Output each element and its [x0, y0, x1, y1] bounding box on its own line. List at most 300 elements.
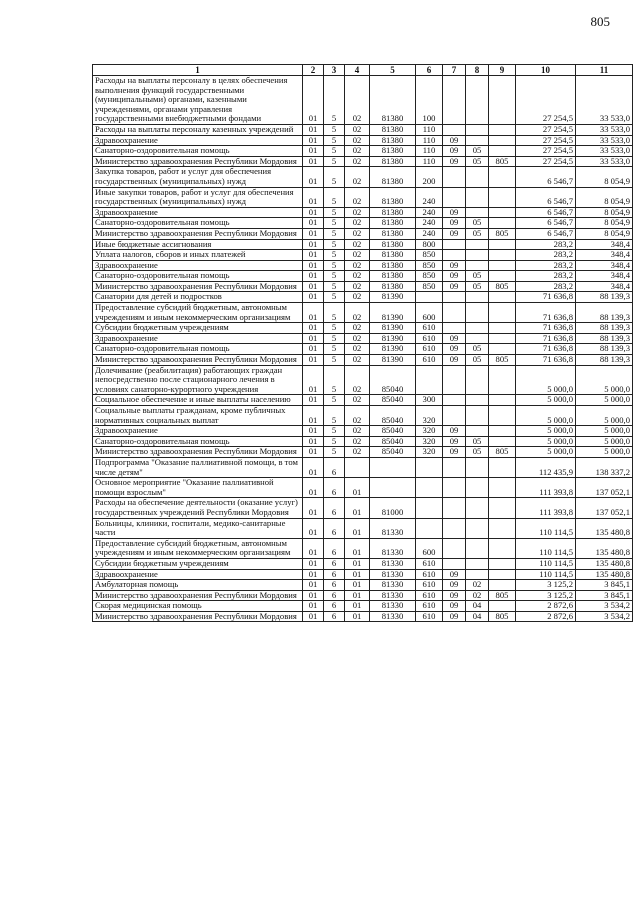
cell-c3: 5	[324, 187, 345, 207]
cell-c3: 5	[324, 239, 345, 250]
table-row	[93, 611, 633, 622]
cell-c8: 04	[466, 601, 489, 612]
cell-c10: 71 636,8	[516, 303, 576, 323]
cell-c9	[489, 187, 516, 207]
cell-c3: 5	[324, 156, 345, 167]
cell-c7	[443, 478, 466, 498]
cell-c2: 01	[303, 292, 324, 303]
cell-c5: 81390	[370, 344, 416, 355]
cell-c7: 09	[443, 260, 466, 271]
cell-c4: 01	[345, 498, 370, 518]
cell-c6: 320	[416, 426, 443, 437]
table-row	[93, 601, 633, 612]
cell-c5: 81380	[370, 187, 416, 207]
cell-c6: 850	[416, 271, 443, 282]
row-name-cell: Уплата налогов, сборов и иных платежей	[93, 250, 303, 261]
cell-c5: 81000	[370, 498, 416, 518]
cell-c11: 8 054,9	[576, 228, 633, 239]
cell-c9	[489, 457, 516, 477]
cell-c4: 01	[345, 569, 370, 580]
table-row	[93, 538, 633, 558]
cell-c2: 01	[303, 156, 324, 167]
table-row	[93, 590, 633, 601]
cell-c4: 02	[345, 167, 370, 187]
cell-c7: 09	[443, 601, 466, 612]
cell-c10: 110 114,5	[516, 558, 576, 569]
cell-c4: 02	[345, 426, 370, 437]
cell-c2: 01	[303, 611, 324, 622]
cell-c4: 01	[345, 478, 370, 498]
cell-c5: 85040	[370, 436, 416, 447]
cell-c8	[466, 260, 489, 271]
cell-c7	[443, 365, 466, 395]
table-row	[93, 395, 633, 406]
cell-c6: 610	[416, 611, 443, 622]
cell-c3: 5	[324, 207, 345, 218]
cell-c3: 6	[324, 538, 345, 558]
cell-c8	[466, 323, 489, 334]
cell-c8: 05	[466, 271, 489, 282]
row-name-cell: Иные закупки товаров, работ и услуг для обеспечения государственных (муниципальных) нужд	[93, 187, 303, 207]
row-name-cell: Санатории для детей и подростков	[93, 292, 303, 303]
row-name-cell: Санаторно-оздоровительная помощь	[93, 218, 303, 229]
cell-c3: 6	[324, 478, 345, 498]
table-row	[93, 323, 633, 334]
cell-c2: 01	[303, 518, 324, 538]
cell-c2: 01	[303, 124, 324, 135]
cell-c10: 283,2	[516, 271, 576, 282]
header-cell: 5	[370, 65, 416, 76]
cell-c5: 81380	[370, 124, 416, 135]
cell-c4: 02	[345, 447, 370, 458]
cell-c7	[443, 323, 466, 334]
table-row	[93, 478, 633, 498]
cell-c4: 01	[345, 518, 370, 538]
cell-c6: 110	[416, 135, 443, 146]
table-row	[93, 228, 633, 239]
cell-c3: 5	[324, 303, 345, 323]
cell-c4: 01	[345, 590, 370, 601]
cell-c2: 01	[303, 135, 324, 146]
cell-c7	[443, 558, 466, 569]
cell-c7: 09	[443, 447, 466, 458]
cell-c7	[443, 406, 466, 426]
cell-c4: 02	[345, 271, 370, 282]
cell-c6: 610	[416, 355, 443, 366]
cell-c2: 01	[303, 239, 324, 250]
cell-c11: 348,4	[576, 271, 633, 282]
row-name-cell: Основное мероприятие "Оказание паллиативной помощи взрослым"	[93, 478, 303, 498]
cell-c8: 05	[466, 156, 489, 167]
cell-c10: 6 546,7	[516, 167, 576, 187]
table-row	[93, 250, 633, 261]
cell-c6: 800	[416, 239, 443, 250]
table-body	[93, 76, 633, 622]
page-number: 805	[590, 14, 610, 29]
cell-c10: 111 393,8	[516, 498, 576, 518]
row-name-cell: Субсидии бюджетным учреждениям	[93, 323, 303, 334]
cell-c10: 6 546,7	[516, 187, 576, 207]
row-name-cell: Министерство здравоохранения Республики Мордовия	[93, 156, 303, 167]
row-name-cell: Субсидии бюджетным учреждениям	[93, 558, 303, 569]
cell-c4: 02	[345, 365, 370, 395]
cell-c10: 27 254,5	[516, 146, 576, 157]
table-row	[93, 281, 633, 292]
cell-c10: 283,2	[516, 239, 576, 250]
cell-c10: 283,2	[516, 250, 576, 261]
table-row	[93, 333, 633, 344]
cell-c9: 805	[489, 228, 516, 239]
cell-c7: 09	[443, 333, 466, 344]
cell-c5: 81330	[370, 590, 416, 601]
cell-c11: 137 052,1	[576, 498, 633, 518]
cell-c10: 5 000,0	[516, 365, 576, 395]
cell-c6: 240	[416, 218, 443, 229]
cell-c10: 71 636,8	[516, 355, 576, 366]
cell-c11: 348,4	[576, 250, 633, 261]
cell-c11: 5 000,0	[576, 447, 633, 458]
cell-c3: 5	[324, 447, 345, 458]
cell-c9	[489, 601, 516, 612]
cell-c5: 81380	[370, 271, 416, 282]
cell-c6: 850	[416, 260, 443, 271]
row-name-cell: Здравоохранение	[93, 333, 303, 344]
cell-c6: 610	[416, 558, 443, 569]
header-cell: 4	[345, 65, 370, 76]
cell-c6: 610	[416, 323, 443, 334]
cell-c6: 100	[416, 76, 443, 125]
cell-c10: 71 636,8	[516, 323, 576, 334]
row-name-cell: Здравоохранение	[93, 207, 303, 218]
cell-c5: 81380	[370, 228, 416, 239]
header-cell: 3	[324, 65, 345, 76]
cell-c5: 81330	[370, 580, 416, 591]
header-cell: 10	[516, 65, 576, 76]
cell-c10: 27 254,5	[516, 124, 576, 135]
cell-c8	[466, 478, 489, 498]
cell-c10: 5 000,0	[516, 406, 576, 426]
cell-c7	[443, 303, 466, 323]
cell-c5: 81390	[370, 355, 416, 366]
row-name-cell: Здравоохранение	[93, 260, 303, 271]
cell-c11: 33 533,0	[576, 76, 633, 125]
cell-c8	[466, 124, 489, 135]
cell-c3: 5	[324, 228, 345, 239]
cell-c7: 09	[443, 135, 466, 146]
cell-c8	[466, 135, 489, 146]
cell-c9	[489, 344, 516, 355]
cell-c2: 01	[303, 601, 324, 612]
cell-c3: 5	[324, 406, 345, 426]
cell-c8: 02	[466, 590, 489, 601]
cell-c11: 135 480,8	[576, 538, 633, 558]
cell-c10: 2 872,6	[516, 611, 576, 622]
cell-c9	[489, 498, 516, 518]
row-name-cell: Здравоохранение	[93, 569, 303, 580]
cell-c10: 2 872,6	[516, 601, 576, 612]
cell-c8	[466, 333, 489, 344]
header-cell: 8	[466, 65, 489, 76]
cell-c8	[466, 207, 489, 218]
cell-c9	[489, 518, 516, 538]
cell-c4: 02	[345, 355, 370, 366]
cell-c7	[443, 395, 466, 406]
cell-c11: 5 000,0	[576, 365, 633, 395]
cell-c11: 88 139,3	[576, 355, 633, 366]
cell-c9	[489, 271, 516, 282]
cell-c2: 01	[303, 333, 324, 344]
cell-c7: 09	[443, 281, 466, 292]
cell-c8	[466, 426, 489, 437]
cell-c11: 33 533,0	[576, 135, 633, 146]
cell-c7: 09	[443, 611, 466, 622]
cell-c9	[489, 569, 516, 580]
cell-c11: 33 533,0	[576, 146, 633, 157]
cell-c11: 135 480,8	[576, 558, 633, 569]
cell-c7	[443, 239, 466, 250]
cell-c9	[489, 239, 516, 250]
cell-c7: 09	[443, 228, 466, 239]
cell-c3: 5	[324, 146, 345, 157]
cell-c3: 5	[324, 281, 345, 292]
cell-c2: 01	[303, 436, 324, 447]
cell-c9: 805	[489, 611, 516, 622]
cell-c10: 3 125,2	[516, 580, 576, 591]
cell-c2: 01	[303, 271, 324, 282]
cell-c8	[466, 239, 489, 250]
cell-c4: 02	[345, 187, 370, 207]
cell-c8	[466, 569, 489, 580]
row-name-cell: Закупка товаров, работ и услуг для обеспечения государственных (муниципальных) нужд	[93, 167, 303, 187]
table-row	[93, 167, 633, 187]
cell-c4: 02	[345, 76, 370, 125]
cell-c4: 02	[345, 218, 370, 229]
row-name-cell: Предоставление субсидий бюджетным, автономным учреждениям и иным некоммерческим организациям	[93, 303, 303, 323]
cell-c10: 71 636,8	[516, 333, 576, 344]
cell-c5: 81380	[370, 135, 416, 146]
cell-c11: 88 139,3	[576, 292, 633, 303]
cell-c4: 02	[345, 436, 370, 447]
table-row	[93, 135, 633, 146]
cell-c6: 850	[416, 250, 443, 261]
cell-c10: 27 254,5	[516, 156, 576, 167]
cell-c2: 01	[303, 478, 324, 498]
cell-c11: 135 480,8	[576, 518, 633, 538]
cell-c2: 01	[303, 426, 324, 437]
cell-c10: 6 546,7	[516, 228, 576, 239]
cell-c4	[345, 457, 370, 477]
cell-c3: 5	[324, 323, 345, 334]
cell-c7	[443, 124, 466, 135]
cell-c3: 5	[324, 355, 345, 366]
cell-c3: 6	[324, 498, 345, 518]
cell-c4: 02	[345, 124, 370, 135]
cell-c11: 8 054,9	[576, 187, 633, 207]
cell-c5: 81330	[370, 569, 416, 580]
row-name-cell: Скорая медицинская помощь	[93, 601, 303, 612]
cell-c6	[416, 478, 443, 498]
cell-c8	[466, 538, 489, 558]
cell-c9	[489, 478, 516, 498]
cell-c3: 5	[324, 426, 345, 437]
cell-c6: 610	[416, 580, 443, 591]
cell-c2: 01	[303, 558, 324, 569]
cell-c7	[443, 538, 466, 558]
cell-c8	[466, 406, 489, 426]
table-row	[93, 355, 633, 366]
cell-c11: 3 845,1	[576, 590, 633, 601]
cell-c11: 5 000,0	[576, 406, 633, 426]
header-cell: 7	[443, 65, 466, 76]
cell-c6	[416, 292, 443, 303]
cell-c7: 09	[443, 426, 466, 437]
cell-c6	[416, 457, 443, 477]
cell-c9	[489, 580, 516, 591]
cell-c2: 01	[303, 228, 324, 239]
cell-c10: 111 393,8	[516, 478, 576, 498]
cell-c11: 88 139,3	[576, 344, 633, 355]
cell-c5: 81380	[370, 146, 416, 157]
cell-c9	[489, 436, 516, 447]
cell-c8	[466, 292, 489, 303]
cell-c4: 02	[345, 228, 370, 239]
header-cell: 1	[93, 65, 303, 76]
cell-c3: 5	[324, 395, 345, 406]
cell-c5	[370, 478, 416, 498]
cell-c7: 09	[443, 590, 466, 601]
table-row	[93, 146, 633, 157]
cell-c10: 5 000,0	[516, 436, 576, 447]
cell-c9	[489, 124, 516, 135]
table-row	[93, 498, 633, 518]
cell-c6: 610	[416, 590, 443, 601]
cell-c6: 610	[416, 333, 443, 344]
cell-c9	[489, 333, 516, 344]
cell-c4: 02	[345, 395, 370, 406]
cell-c9	[489, 135, 516, 146]
cell-c2: 01	[303, 538, 324, 558]
cell-c5: 81380	[370, 260, 416, 271]
cell-c8	[466, 167, 489, 187]
table-row	[93, 303, 633, 323]
cell-c6: 600	[416, 538, 443, 558]
header-cell: 6	[416, 65, 443, 76]
cell-c10: 5 000,0	[516, 426, 576, 437]
cell-c4: 02	[345, 323, 370, 334]
cell-c7: 09	[443, 355, 466, 366]
cell-c4: 02	[345, 260, 370, 271]
cell-c6	[416, 498, 443, 518]
cell-c11: 348,4	[576, 239, 633, 250]
cell-c2: 01	[303, 260, 324, 271]
cell-c2: 01	[303, 498, 324, 518]
cell-c6: 200	[416, 167, 443, 187]
cell-c3: 5	[324, 135, 345, 146]
cell-c3: 6	[324, 580, 345, 591]
cell-c5: 85040	[370, 365, 416, 395]
cell-c7	[443, 167, 466, 187]
cell-c11: 8 054,9	[576, 167, 633, 187]
header-cell: 11	[576, 65, 633, 76]
cell-c2: 01	[303, 447, 324, 458]
row-name-cell: Предоставление субсидий бюджетным, автономным учреждениям и иным некоммерческим организациям	[93, 538, 303, 558]
row-name-cell: Иные бюджетные ассигнования	[93, 239, 303, 250]
cell-c11: 137 052,1	[576, 478, 633, 498]
cell-c8	[466, 457, 489, 477]
table-row	[93, 457, 633, 477]
cell-c3: 5	[324, 365, 345, 395]
cell-c8: 05	[466, 281, 489, 292]
cell-c5: 81380	[370, 156, 416, 167]
cell-c7: 09	[443, 271, 466, 282]
table-row	[93, 558, 633, 569]
cell-c7: 09	[443, 344, 466, 355]
cell-c5: 81380	[370, 250, 416, 261]
cell-c9: 805	[489, 156, 516, 167]
cell-c5: 85040	[370, 406, 416, 426]
cell-c5: 81330	[370, 611, 416, 622]
cell-c8: 05	[466, 218, 489, 229]
cell-c3: 5	[324, 167, 345, 187]
cell-c3: 5	[324, 292, 345, 303]
cell-c10: 27 254,5	[516, 76, 576, 125]
row-name-cell: Санаторно-оздоровительная помощь	[93, 271, 303, 282]
row-name-cell: Социальное обеспечение и иные выплаты населению	[93, 395, 303, 406]
cell-c6: 110	[416, 146, 443, 157]
table-row	[93, 436, 633, 447]
row-name-cell: Амбулаторная помощь	[93, 580, 303, 591]
header-cell: 2	[303, 65, 324, 76]
row-name-cell: Санаторно-оздоровительная помощь	[93, 436, 303, 447]
cell-c4: 02	[345, 406, 370, 426]
cell-c9: 805	[489, 447, 516, 458]
cell-c4: 02	[345, 250, 370, 261]
cell-c11: 135 480,8	[576, 569, 633, 580]
cell-c6: 300	[416, 395, 443, 406]
cell-c8: 02	[466, 580, 489, 591]
cell-c3: 5	[324, 250, 345, 261]
cell-c7: 09	[443, 218, 466, 229]
table-row	[93, 426, 633, 437]
cell-c3: 6	[324, 518, 345, 538]
cell-c4: 01	[345, 601, 370, 612]
cell-c4: 02	[345, 333, 370, 344]
cell-c2: 01	[303, 590, 324, 601]
cell-c11: 3 534,2	[576, 601, 633, 612]
cell-c3: 6	[324, 457, 345, 477]
table-row	[93, 207, 633, 218]
row-name-cell: Здравоохранение	[93, 135, 303, 146]
cell-c6: 850	[416, 281, 443, 292]
cell-c8	[466, 365, 489, 395]
cell-c11: 3 534,2	[576, 611, 633, 622]
cell-c5: 81390	[370, 323, 416, 334]
cell-c9	[489, 167, 516, 187]
cell-c4: 01	[345, 538, 370, 558]
cell-c5	[370, 457, 416, 477]
cell-c4: 02	[345, 239, 370, 250]
cell-c4: 01	[345, 558, 370, 569]
cell-c4: 02	[345, 207, 370, 218]
cell-c8	[466, 518, 489, 538]
cell-c9	[489, 146, 516, 157]
table-row	[93, 406, 633, 426]
cell-c4: 02	[345, 281, 370, 292]
cell-c7	[443, 518, 466, 538]
cell-c8	[466, 395, 489, 406]
table-row	[93, 156, 633, 167]
cell-c7	[443, 457, 466, 477]
